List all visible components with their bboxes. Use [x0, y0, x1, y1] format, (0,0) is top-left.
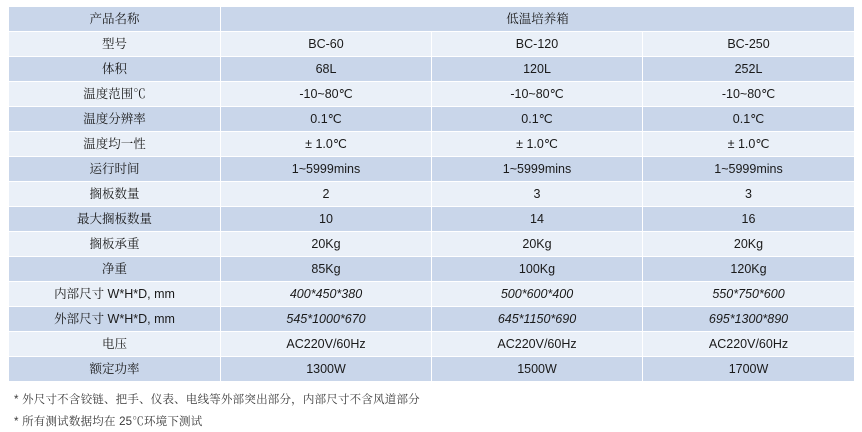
- row-value: 0.1℃: [643, 107, 855, 132]
- row-value: 20Kg: [432, 232, 643, 257]
- row-label: 最大搁板数量: [9, 207, 221, 232]
- table-row: [9, 307, 855, 332]
- specification-table: [8, 6, 855, 382]
- table-row: [9, 132, 855, 157]
- row-value: 14: [432, 207, 643, 232]
- row-value: 0.1℃: [432, 107, 643, 132]
- row-value: 2: [221, 182, 432, 207]
- row-value: 0.1℃: [221, 107, 432, 132]
- row-value: 1~5999mins: [221, 157, 432, 182]
- row-value: 16: [643, 207, 855, 232]
- table-row: [9, 107, 855, 132]
- row-value: ± 1.0℃: [643, 132, 855, 157]
- table-row: [9, 282, 855, 307]
- row-value: ± 1.0℃: [221, 132, 432, 157]
- footnote: * 外尺寸不含铰链、把手、仪表、电线等外部突出部分，内部尺寸不含风道部分: [14, 394, 420, 406]
- row-label: 电压: [9, 332, 221, 357]
- row-value: 645*1150*690: [432, 307, 643, 332]
- row-value: BC-250: [643, 32, 855, 57]
- row-label: 体积: [9, 57, 221, 82]
- table-body: [9, 7, 855, 382]
- row-value: 20Kg: [643, 232, 855, 257]
- row-value: 20Kg: [221, 232, 432, 257]
- row-label: 额定功率: [9, 357, 221, 382]
- row-value: AC220V/60Hz: [221, 332, 432, 357]
- row-value: -10~80℃: [643, 82, 855, 107]
- table-row: [9, 357, 855, 382]
- row-label: 内部尺寸 W*H*D, mm: [9, 282, 221, 307]
- row-value: 400*450*380: [221, 282, 432, 307]
- row-value: 120L: [432, 57, 643, 82]
- table-row: [9, 332, 855, 357]
- row-value: -10~80℃: [221, 82, 432, 107]
- row-value: BC-120: [432, 32, 643, 57]
- table-row: [9, 182, 855, 207]
- row-value: 10: [221, 207, 432, 232]
- row-value: 1500W: [432, 357, 643, 382]
- table-row: [9, 7, 855, 32]
- row-value: AC220V/60Hz: [432, 332, 643, 357]
- row-value: 3: [643, 182, 855, 207]
- row-label: 净重: [9, 257, 221, 282]
- row-value: BC-60: [221, 32, 432, 57]
- row-label: 温度均一性: [9, 132, 221, 157]
- row-label: 外部尺寸 W*H*D, mm: [9, 307, 221, 332]
- row-value: 120Kg: [643, 257, 855, 282]
- row-value: AC220V/60Hz: [643, 332, 855, 357]
- row-label: 温度分辨率: [9, 107, 221, 132]
- row-value: 100Kg: [432, 257, 643, 282]
- row-value: 3: [432, 182, 643, 207]
- table-row: [9, 82, 855, 107]
- row-value: ± 1.0℃: [432, 132, 643, 157]
- row-label: 型号: [9, 32, 221, 57]
- row-value: 1~5999mins: [432, 157, 643, 182]
- row-value: 500*600*400: [432, 282, 643, 307]
- row-value: 252L: [643, 57, 855, 82]
- row-value: -10~80℃: [432, 82, 643, 107]
- table-row: [9, 232, 855, 257]
- row-value: 68L: [221, 57, 432, 82]
- row-label: 产品名称: [9, 7, 221, 32]
- row-label: 运行时间: [9, 157, 221, 182]
- footnotes: [8, 382, 854, 432]
- table-row: [9, 57, 855, 82]
- row-value-merged: 低温培养箱: [221, 7, 855, 32]
- table-row: [9, 207, 855, 232]
- row-value: 1~5999mins: [643, 157, 855, 182]
- table-row: [9, 257, 855, 282]
- table-row: [9, 157, 855, 182]
- row-value: 695*1300*890: [643, 307, 855, 332]
- row-value: 1300W: [221, 357, 432, 382]
- row-value: 550*750*600: [643, 282, 855, 307]
- table-row: [9, 32, 855, 57]
- row-label: 搁板承重: [9, 232, 221, 257]
- footnote: * 所有测试数据均在 25℃环境下测试: [14, 416, 203, 428]
- row-value: 545*1000*670: [221, 307, 432, 332]
- row-label: 搁板数量: [9, 182, 221, 207]
- row-value: 1700W: [643, 357, 855, 382]
- row-value: 85Kg: [221, 257, 432, 282]
- row-label: 温度范围℃: [9, 82, 221, 107]
